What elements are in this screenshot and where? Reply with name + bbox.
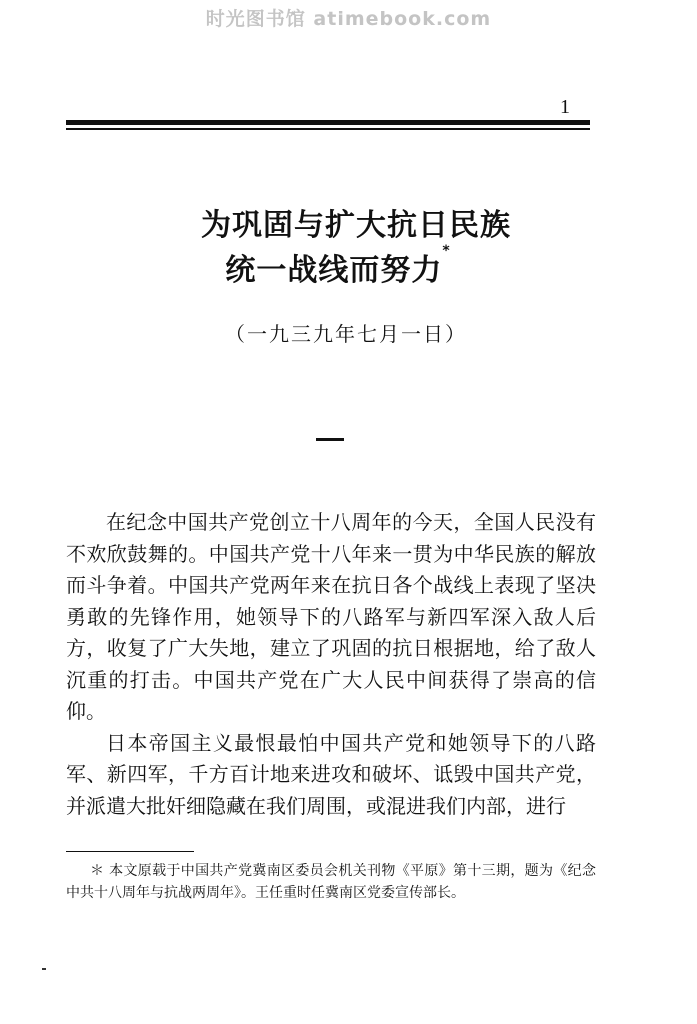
paragraph-1: 在纪念中国共产党创立十八周年的今天，全国人民没有不欢欣鼓舞的。中国共产党十八年来一贯为中华民族的解放而斗争着。中国共产党两年来在抗日各个战线上表现了坚决勇敢的先锋作用，她领导下的八路军与新四军深入敌人后方，收复了广大失地，建立了巩固的抗日根据地，给了敌人沉重的打击。中国共产党在广大人民中间获得了崇高的信仰。 [66,510,596,723]
watermark: 时光图书馆 atimebook.com [205,8,492,30]
scan-speck [42,968,46,970]
section-number [316,438,344,441]
footnote-text: ＊ 本文原载于中国共产党冀南区委员会机关刊物《平原》第十三期，题为《纪念中共十八周年与抗战两周年》。王任重时任冀南区党委宣传部长。 [66,863,596,901]
title-line-2-text: 统一战线而努力 [225,253,443,288]
footnote [66,860,596,904]
title-footnote-mark: * [442,243,451,259]
date-line: （一九三九年七月一日） [225,322,467,346]
header-rule-thin [66,128,590,130]
body-text [66,507,596,822]
title-line-2 [58,245,618,289]
paragraph-2: 日本帝国主义最恨最怕中国共产党和她领导下的八路军、新四军，千方百计地来进攻和破坏、诋毁中国共产党，并派遣大批奸细隐藏在我们周围，或混进我们内部，进行 [66,730,596,818]
title-line-1: 为巩固与扩大抗日民族 [201,208,511,243]
header-rule [66,120,590,125]
page-number: 1 [560,96,570,118]
footnote-rule [66,851,194,852]
